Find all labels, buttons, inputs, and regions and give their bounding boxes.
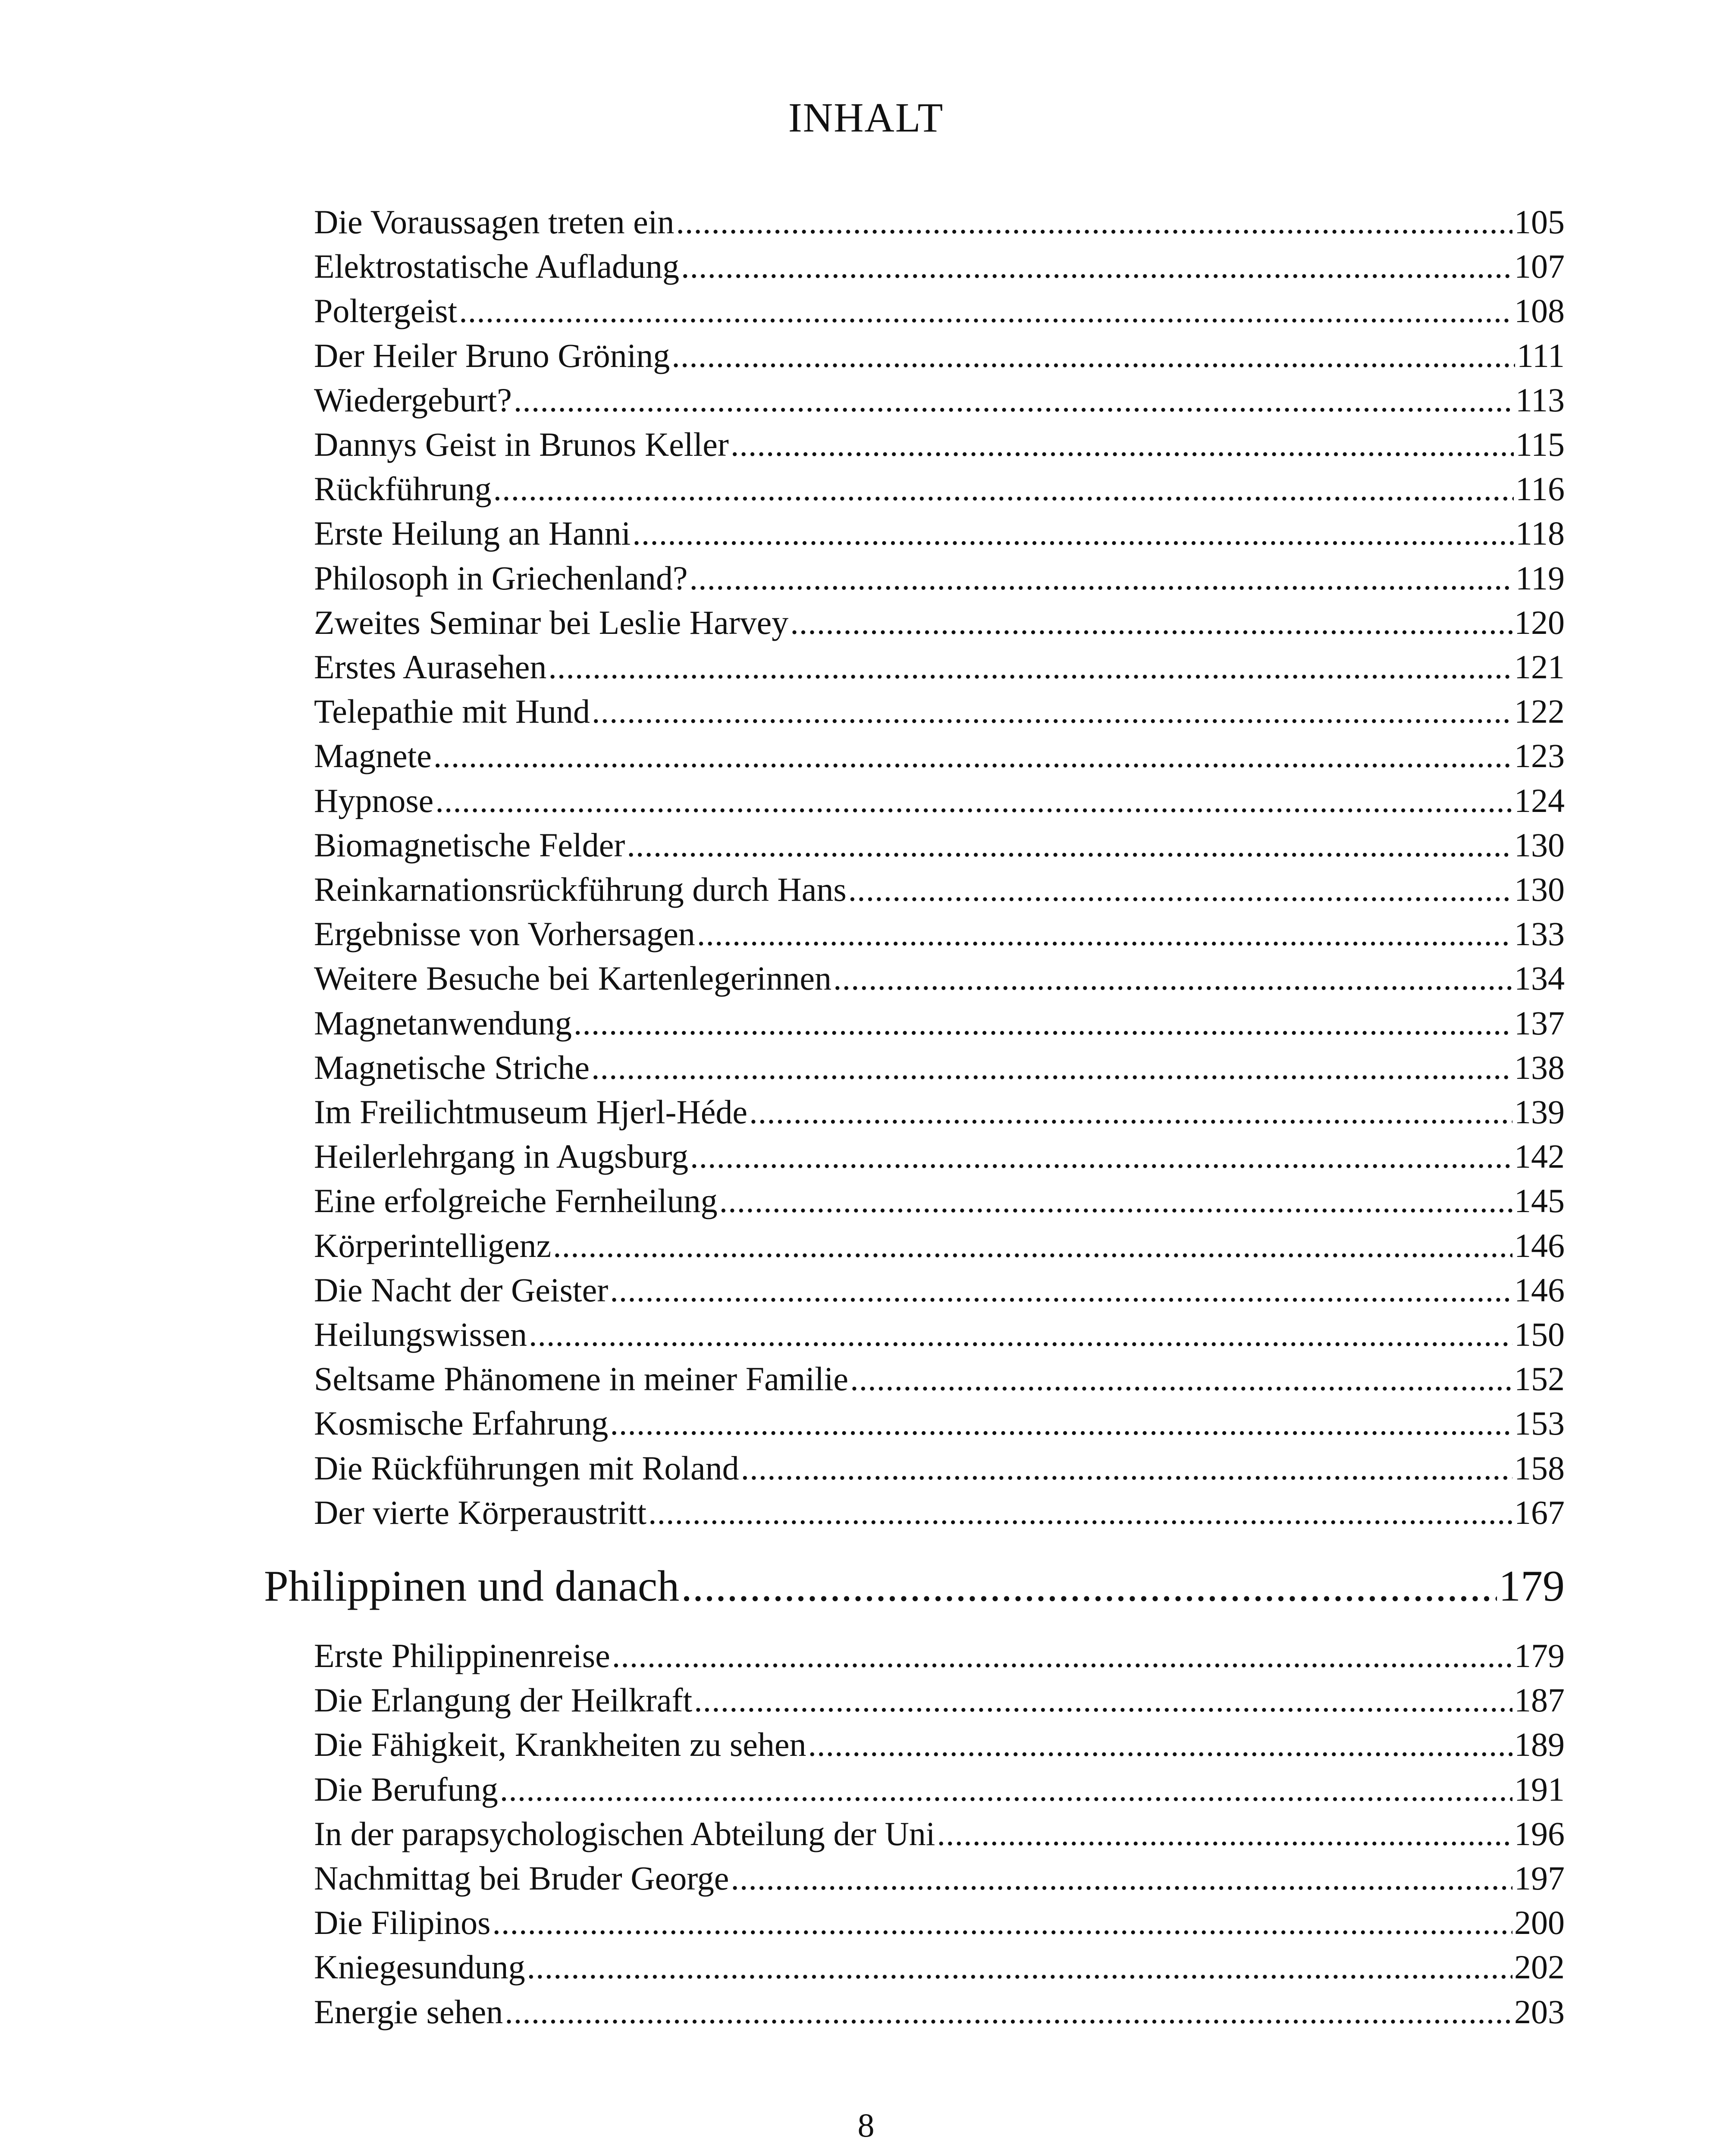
toc-entry-page: 187	[1514, 1681, 1565, 1719]
toc-entry-title: Rückführung	[314, 470, 492, 508]
toc-entry-page: 113	[1515, 381, 1565, 419]
toc-entry	[314, 1004, 1565, 1048]
toc-entry-page: 153	[1514, 1404, 1565, 1442]
toc-entry	[314, 336, 1565, 381]
toc-entry	[314, 1859, 1565, 1903]
toc-entry	[314, 381, 1565, 425]
toc-entry-page: 116	[1515, 470, 1565, 508]
dot-leader	[529, 1315, 1512, 1354]
dot-leader	[610, 1271, 1512, 1310]
toc-entry	[314, 1137, 1565, 1181]
toc-entry-title: Magnete	[314, 737, 432, 774]
dot-leader	[690, 1137, 1512, 1176]
toc-entry-page: 202	[1514, 1948, 1565, 1986]
toc-entry	[314, 826, 1565, 870]
toc-entry-title: Erstes Aurasehen	[314, 648, 547, 686]
toc-entry	[314, 425, 1565, 470]
toc-entry	[314, 648, 1565, 692]
dot-leader	[808, 1725, 1512, 1764]
dot-leader	[592, 692, 1512, 731]
toc-entry	[314, 781, 1565, 826]
toc-entry-page: 133	[1514, 915, 1565, 953]
toc-entry	[314, 1493, 1565, 1538]
dot-leader	[833, 959, 1512, 998]
toc-entry-page: 130	[1514, 826, 1565, 864]
toc-entry	[314, 1404, 1565, 1448]
toc-entry-title: Reinkarnationsrückführung durch Hans	[314, 871, 847, 908]
toc-entry-page: 145	[1514, 1182, 1565, 1219]
toc-entry	[314, 1449, 1565, 1493]
toc-entry	[314, 603, 1565, 648]
toc-entry-page: 146	[1514, 1271, 1565, 1309]
toc-entry-title: Biomagnetische Felder	[314, 826, 625, 864]
toc-entry	[314, 1360, 1565, 1404]
page-number: 8	[857, 2106, 875, 2144]
toc-entry-page: 150	[1514, 1316, 1565, 1353]
toc-entry-title: Die Filipinos	[314, 1904, 491, 1941]
dot-leader	[493, 1903, 1512, 1942]
dot-leader	[435, 781, 1512, 820]
toc-entry	[314, 247, 1565, 291]
toc-entry-title: Die Rückführungen mit Roland	[314, 1449, 739, 1487]
toc-entry-page: 119	[1515, 559, 1565, 597]
toc-entry-page: 134	[1514, 959, 1565, 997]
toc-entry-page: 105	[1514, 203, 1565, 241]
toc-entry-page: 146	[1514, 1227, 1565, 1264]
dot-leader	[681, 247, 1512, 286]
toc-entry-title: Die Berufung	[314, 1771, 498, 1808]
toc-entry	[314, 1814, 1565, 1859]
dot-leader	[527, 1948, 1512, 1987]
toc-entry-title: Weitere Besuche bei Kartenlegerinnen	[314, 959, 831, 997]
toc-entry	[314, 1681, 1565, 1725]
dot-leader	[697, 915, 1512, 953]
toc-entry-title: Eine erfolgreiche Fernheilung	[314, 1182, 718, 1219]
toc-entry-page: 138	[1514, 1049, 1565, 1086]
toc-entry-title: Körperintelligenz	[314, 1227, 552, 1264]
toc-entry-page: 130	[1514, 871, 1565, 908]
toc-entry	[314, 291, 1565, 336]
toc-entry-page: 191	[1514, 1771, 1565, 1808]
dot-leader	[719, 1181, 1512, 1220]
toc-entry-page: 189	[1514, 1726, 1565, 1763]
toc-entry-page: 137	[1514, 1004, 1565, 1042]
dot-leader	[690, 559, 1514, 598]
toc-chapter-page: 179	[1499, 1562, 1565, 1611]
toc-entry-title: Philosoph in Griechenland?	[314, 559, 688, 597]
dot-leader	[850, 1360, 1512, 1398]
dot-leader	[694, 1681, 1512, 1720]
dot-leader	[500, 1770, 1512, 1809]
toc-entry-page: 108	[1514, 292, 1565, 329]
toc-entry-title: In der parapsychologischen Abteilung der Uni	[314, 1815, 935, 1852]
toc-entry-page: 123	[1514, 737, 1565, 774]
toc-entry-title: Erste Philippinenreise	[314, 1637, 610, 1674]
dot-leader	[548, 648, 1512, 686]
toc-entry-page: 139	[1514, 1093, 1565, 1131]
toc-entry-page: 124	[1514, 782, 1565, 819]
dot-leader	[514, 381, 1514, 420]
toc-entry	[314, 1948, 1565, 1992]
toc-entry-title: Die Fähigkeit, Krankheiten zu sehen	[314, 1726, 806, 1763]
toc-entry	[314, 959, 1565, 1003]
dot-leader	[848, 870, 1512, 909]
dot-leader	[627, 826, 1512, 865]
toc-entry	[314, 1093, 1565, 1137]
toc-entry	[314, 514, 1565, 558]
page-title: INHALT	[788, 94, 944, 141]
dot-leader	[574, 1004, 1512, 1043]
dot-leader	[612, 1636, 1512, 1675]
dot-leader	[632, 514, 1514, 553]
toc-entry	[314, 1048, 1565, 1093]
toc-entry-page: 152	[1514, 1360, 1565, 1398]
toc-entry-page: 142	[1514, 1138, 1565, 1175]
toc-entry-title: Heilerlehrgang in Augsburg	[314, 1138, 688, 1175]
dot-leader	[493, 470, 1514, 508]
toc-entry-page: 203	[1514, 1993, 1565, 2031]
toc-entry-title: Poltergeist	[314, 292, 458, 329]
toc-entry-page: 121	[1514, 648, 1565, 686]
toc-entry-title: Magnetische Striche	[314, 1049, 590, 1086]
toc-entry	[314, 870, 1565, 915]
toc-entry	[314, 1226, 1565, 1271]
toc-entry-title: Ergebnisse von Vorhersagen	[314, 915, 695, 953]
toc-entry	[314, 559, 1565, 603]
toc-entry-title: Telepathie mit Hund	[314, 693, 590, 730]
toc-entry	[314, 203, 1565, 247]
toc-entry	[314, 1636, 1565, 1681]
toc-entry-page: 158	[1514, 1449, 1565, 1487]
toc-entry-title: Der vierte Körperaustritt	[314, 1494, 647, 1531]
toc-chapter-entry	[264, 1561, 1565, 1617]
toc-entry-title: Der Heiler Bruno Gröning	[314, 337, 670, 374]
dot-leader	[610, 1404, 1512, 1443]
toc-entry-title: Wiedergeburt?	[314, 381, 512, 419]
toc-entry-title: Hypnose	[314, 782, 434, 819]
toc-entry-page: 111	[1516, 337, 1565, 374]
dot-leader	[749, 1093, 1512, 1131]
toc-chapter-title: Philippinen und danach	[264, 1562, 680, 1611]
toc-entry-title: Magnetanwendung	[314, 1004, 572, 1042]
dot-leader	[731, 1859, 1512, 1898]
toc-entry	[314, 470, 1565, 514]
toc-entry-title: Nachmittag bei Bruder George	[314, 1859, 729, 1897]
dot-leader	[741, 1449, 1512, 1488]
toc-entry	[314, 1770, 1565, 1814]
toc-entry	[314, 1315, 1565, 1360]
toc-entry-title: Elektrostatische Aufladung	[314, 248, 679, 285]
toc-entry-page: 179	[1514, 1637, 1565, 1674]
toc-entry-title: Zweites Seminar bei Leslie Harvey	[314, 604, 789, 641]
toc-entry-page: 122	[1514, 693, 1565, 730]
toc-entry-page: 120	[1514, 604, 1565, 641]
toc-entry-title: Heilungswissen	[314, 1316, 527, 1353]
toc-entry	[314, 692, 1565, 736]
toc-entry	[314, 1903, 1565, 1948]
dot-leader	[671, 336, 1515, 375]
toc-entry-page: 115	[1515, 426, 1565, 463]
toc-entry-title: Die Nacht der Geister	[314, 1271, 609, 1309]
toc-entry-title: Seltsame Phänomene in meiner Familie	[314, 1360, 849, 1398]
toc-entry	[314, 1725, 1565, 1770]
toc-entry	[314, 1271, 1565, 1315]
toc-entry-title: Erste Heilung an Hanni	[314, 514, 631, 552]
toc-entry-title: Kosmische Erfahrung	[314, 1404, 609, 1442]
dot-leader	[648, 1493, 1512, 1532]
toc-entry-page: 196	[1514, 1815, 1565, 1852]
toc-entry-title: Energie sehen	[314, 1993, 503, 2031]
dot-leader	[459, 291, 1512, 330]
dot-leader	[790, 603, 1512, 642]
dot-leader	[937, 1814, 1512, 1853]
toc-entry	[314, 1181, 1565, 1226]
toc-entry-title: Die Voraussagen treten ein	[314, 203, 675, 241]
dot-leader	[505, 1993, 1512, 2031]
toc-entry-page: 200	[1514, 1904, 1565, 1941]
toc-entry-page: 197	[1514, 1859, 1565, 1897]
toc-entry-title: Die Erlangung der Heilkraft	[314, 1681, 693, 1719]
toc-entry-title: Im Freilichtmuseum Hjerl-Héde	[314, 1093, 748, 1131]
dot-leader	[553, 1226, 1512, 1265]
toc-entry	[314, 1993, 1565, 2037]
dot-leader	[681, 1561, 1497, 1611]
toc-entry-title: Kniegesundung	[314, 1948, 525, 1986]
dot-leader	[591, 1048, 1512, 1087]
toc-entry-page: 118	[1515, 514, 1565, 552]
toc-entry-page: 167	[1514, 1494, 1565, 1531]
toc-entry	[314, 915, 1565, 959]
dot-leader	[433, 736, 1512, 775]
toc-entry-page: 107	[1514, 248, 1565, 285]
toc-entry	[314, 736, 1565, 781]
toc-entry-title: Dannys Geist in Brunos Keller	[314, 426, 729, 463]
dot-leader	[676, 203, 1512, 241]
dot-leader	[731, 425, 1514, 464]
